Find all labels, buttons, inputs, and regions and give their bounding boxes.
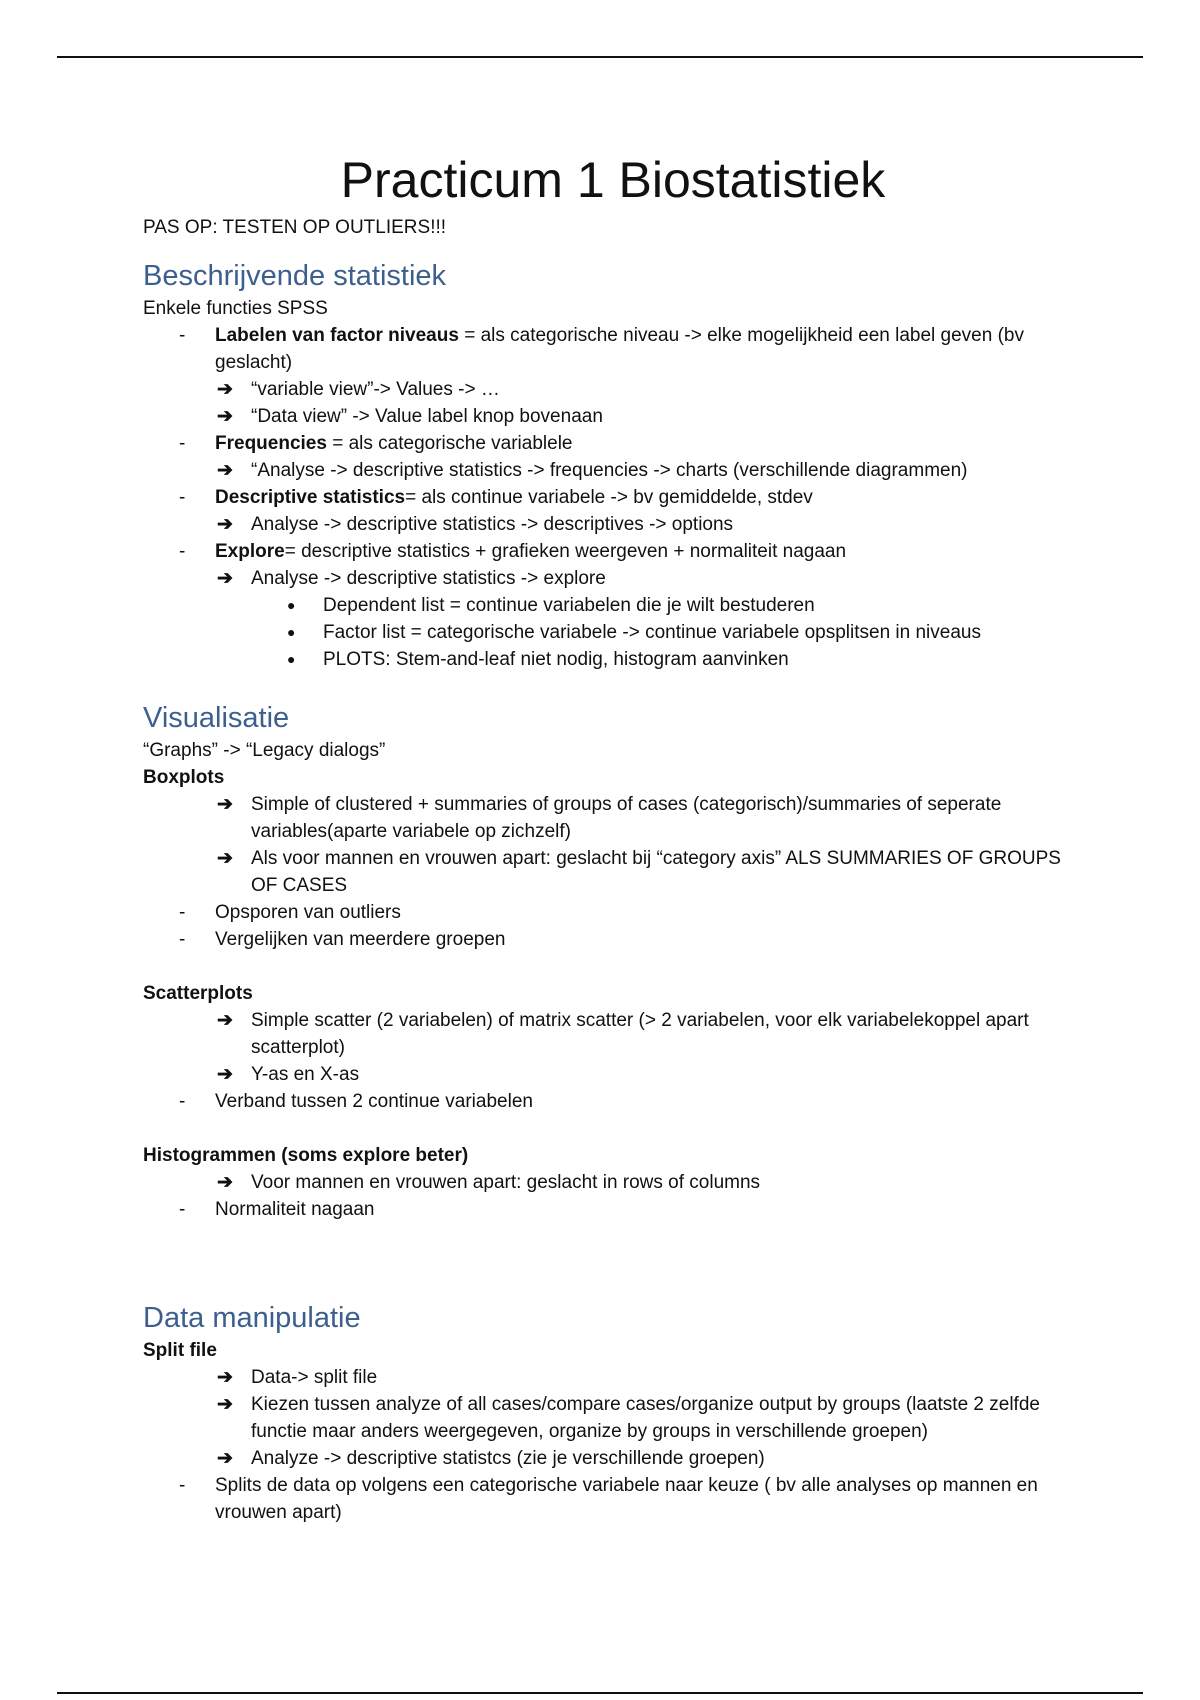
arrow-icon: ➔ <box>217 460 233 481</box>
list-item: ● Dependent list = continue variabelen die je wilt bestuderen <box>143 592 1083 619</box>
dash-marker: - <box>179 433 186 454</box>
dash-marker: - <box>179 902 186 923</box>
list-item: ➔ Kiezen tussen analyze of all cases/compare cases/organize output by groups (laatste 2 zelfde functie maar anders weergegeven, organize by groups in verschillende groepen) <box>143 1391 1083 1445</box>
arrow-icon: ➔ <box>217 794 233 815</box>
list-item: ➔ Als voor mannen en vrouwen apart: geslacht bij “category axis” ALS SUMMARIES OF GROUPS OF CASES <box>143 845 1083 899</box>
list-item: - Splits de data op volgens een categorische variabele naar keuze ( bv alle analyses op mannen en vrouwen apart) <box>143 1472 1083 1526</box>
arrow-icon: ➔ <box>217 1010 233 1031</box>
dash-marker: - <box>179 325 186 346</box>
dash-marker: - <box>179 1199 186 1220</box>
arrow-icon: ➔ <box>217 1367 233 1388</box>
list-item: ➔ Analyse -> descriptive statistics -> descriptives -> options <box>143 511 1083 538</box>
arrow-icon: ➔ <box>217 568 233 589</box>
list-item: ➔ Analyze -> descriptive statistcs (zie je verschillende groepen) <box>143 1445 1083 1472</box>
list-item: - Frequencies = als categorische variablele <box>143 430 1083 457</box>
bullet-icon: ● <box>287 651 296 667</box>
list-item: ➔ Y-as en X-as <box>143 1061 1083 1088</box>
list-item: - Normaliteit nagaan <box>143 1196 1083 1223</box>
document-body <box>143 148 1083 1526</box>
list-item: ➔ “Data view” -> Value label knop bovenaan <box>143 403 1083 430</box>
heading-beschrijvende-statistiek: Beschrijvende statistiek <box>143 260 447 292</box>
list-item: ➔ Voor mannen en vrouwen apart: geslacht in rows of columns <box>143 1169 1083 1196</box>
arrow-icon: ➔ <box>217 379 233 400</box>
arrow-icon: ➔ <box>217 514 233 535</box>
list-item: ● Factor list = categorische variabele -> continue variabele opsplitsen in niveaus <box>143 619 1083 646</box>
spacer <box>143 953 1083 980</box>
list-item: ➔ Simple of clustered + summaries of groups of cases (categorisch)/summaries of seperate variables(aparte variabele op zichzelf) <box>143 791 1083 845</box>
list-item: - Vergelijken van meerdere groepen <box>143 926 1083 953</box>
list-item: ➔ “Analyse -> descriptive statistics -> frequencies -> charts (verschillende diagrammen) <box>143 457 1083 484</box>
bullet-icon: ● <box>287 597 296 613</box>
top-rule <box>57 56 1143 58</box>
list-item: - Explore= descriptive statistics + grafieken weergeven + normaliteit nagaan <box>143 538 1083 565</box>
arrow-icon: ➔ <box>217 848 233 869</box>
dash-marker: - <box>179 487 186 508</box>
subheading-histogrammen: Histogrammen (soms explore beter) <box>143 1145 469 1166</box>
bottom-rule <box>57 1692 1143 1694</box>
subheading-scatterplots: Scatterplots <box>143 983 253 1004</box>
list-item: ➔ “variable view”-> Values -> … <box>143 376 1083 403</box>
heading-visualisatie: Visualisatie <box>143 702 290 734</box>
arrow-icon: ➔ <box>217 1448 233 1469</box>
heading-data-manipulatie: Data manipulatie <box>143 1302 361 1334</box>
list-item: ➔ Analyse -> descriptive statistics -> explore <box>143 565 1083 592</box>
warning-text: PAS OP: TESTEN OP OUTLIERS!!! <box>143 217 447 238</box>
dash-marker: - <box>179 1475 186 1496</box>
list-item: - Verband tussen 2 continue variabelen <box>143 1088 1083 1115</box>
subheading-boxplots: Boxplots <box>143 767 225 788</box>
arrow-icon: ➔ <box>217 406 233 427</box>
arrow-icon: ➔ <box>217 1064 233 1085</box>
dash-marker: - <box>179 929 186 950</box>
page-title: Practicum 1 Biostatistiek <box>340 152 886 208</box>
section-intro: “Graphs” -> “Legacy dialogs” <box>143 740 386 761</box>
list-item: ● PLOTS: Stem-and-leaf niet nodig, histogram aanvinken <box>143 646 1083 673</box>
list-item: ➔ Simple scatter (2 variabelen) of matrix scatter (> 2 variabelen, voor elk variabelekoppel apart scatterplot) <box>143 1007 1083 1061</box>
section-intro: Enkele functies SPSS <box>143 298 328 319</box>
spacer <box>143 1115 1083 1142</box>
arrow-icon: ➔ <box>217 1172 233 1193</box>
bullet-icon: ● <box>287 624 296 640</box>
dash-marker: - <box>179 541 186 562</box>
list-item: - Labelen van factor niveaus = als categorische niveau -> elke mogelijkheid een label geven (bv geslacht) <box>143 322 1083 376</box>
subheading-split-file: Split file <box>143 1340 217 1361</box>
list-item: - Descriptive statistics= als continue variabele -> bv gemiddelde, stdev <box>143 484 1083 511</box>
list-item: - Opsporen van outliers <box>143 899 1083 926</box>
arrow-icon: ➔ <box>217 1394 233 1415</box>
list-item: ➔ Data-> split file <box>143 1364 1083 1391</box>
dash-marker: - <box>179 1091 186 1112</box>
